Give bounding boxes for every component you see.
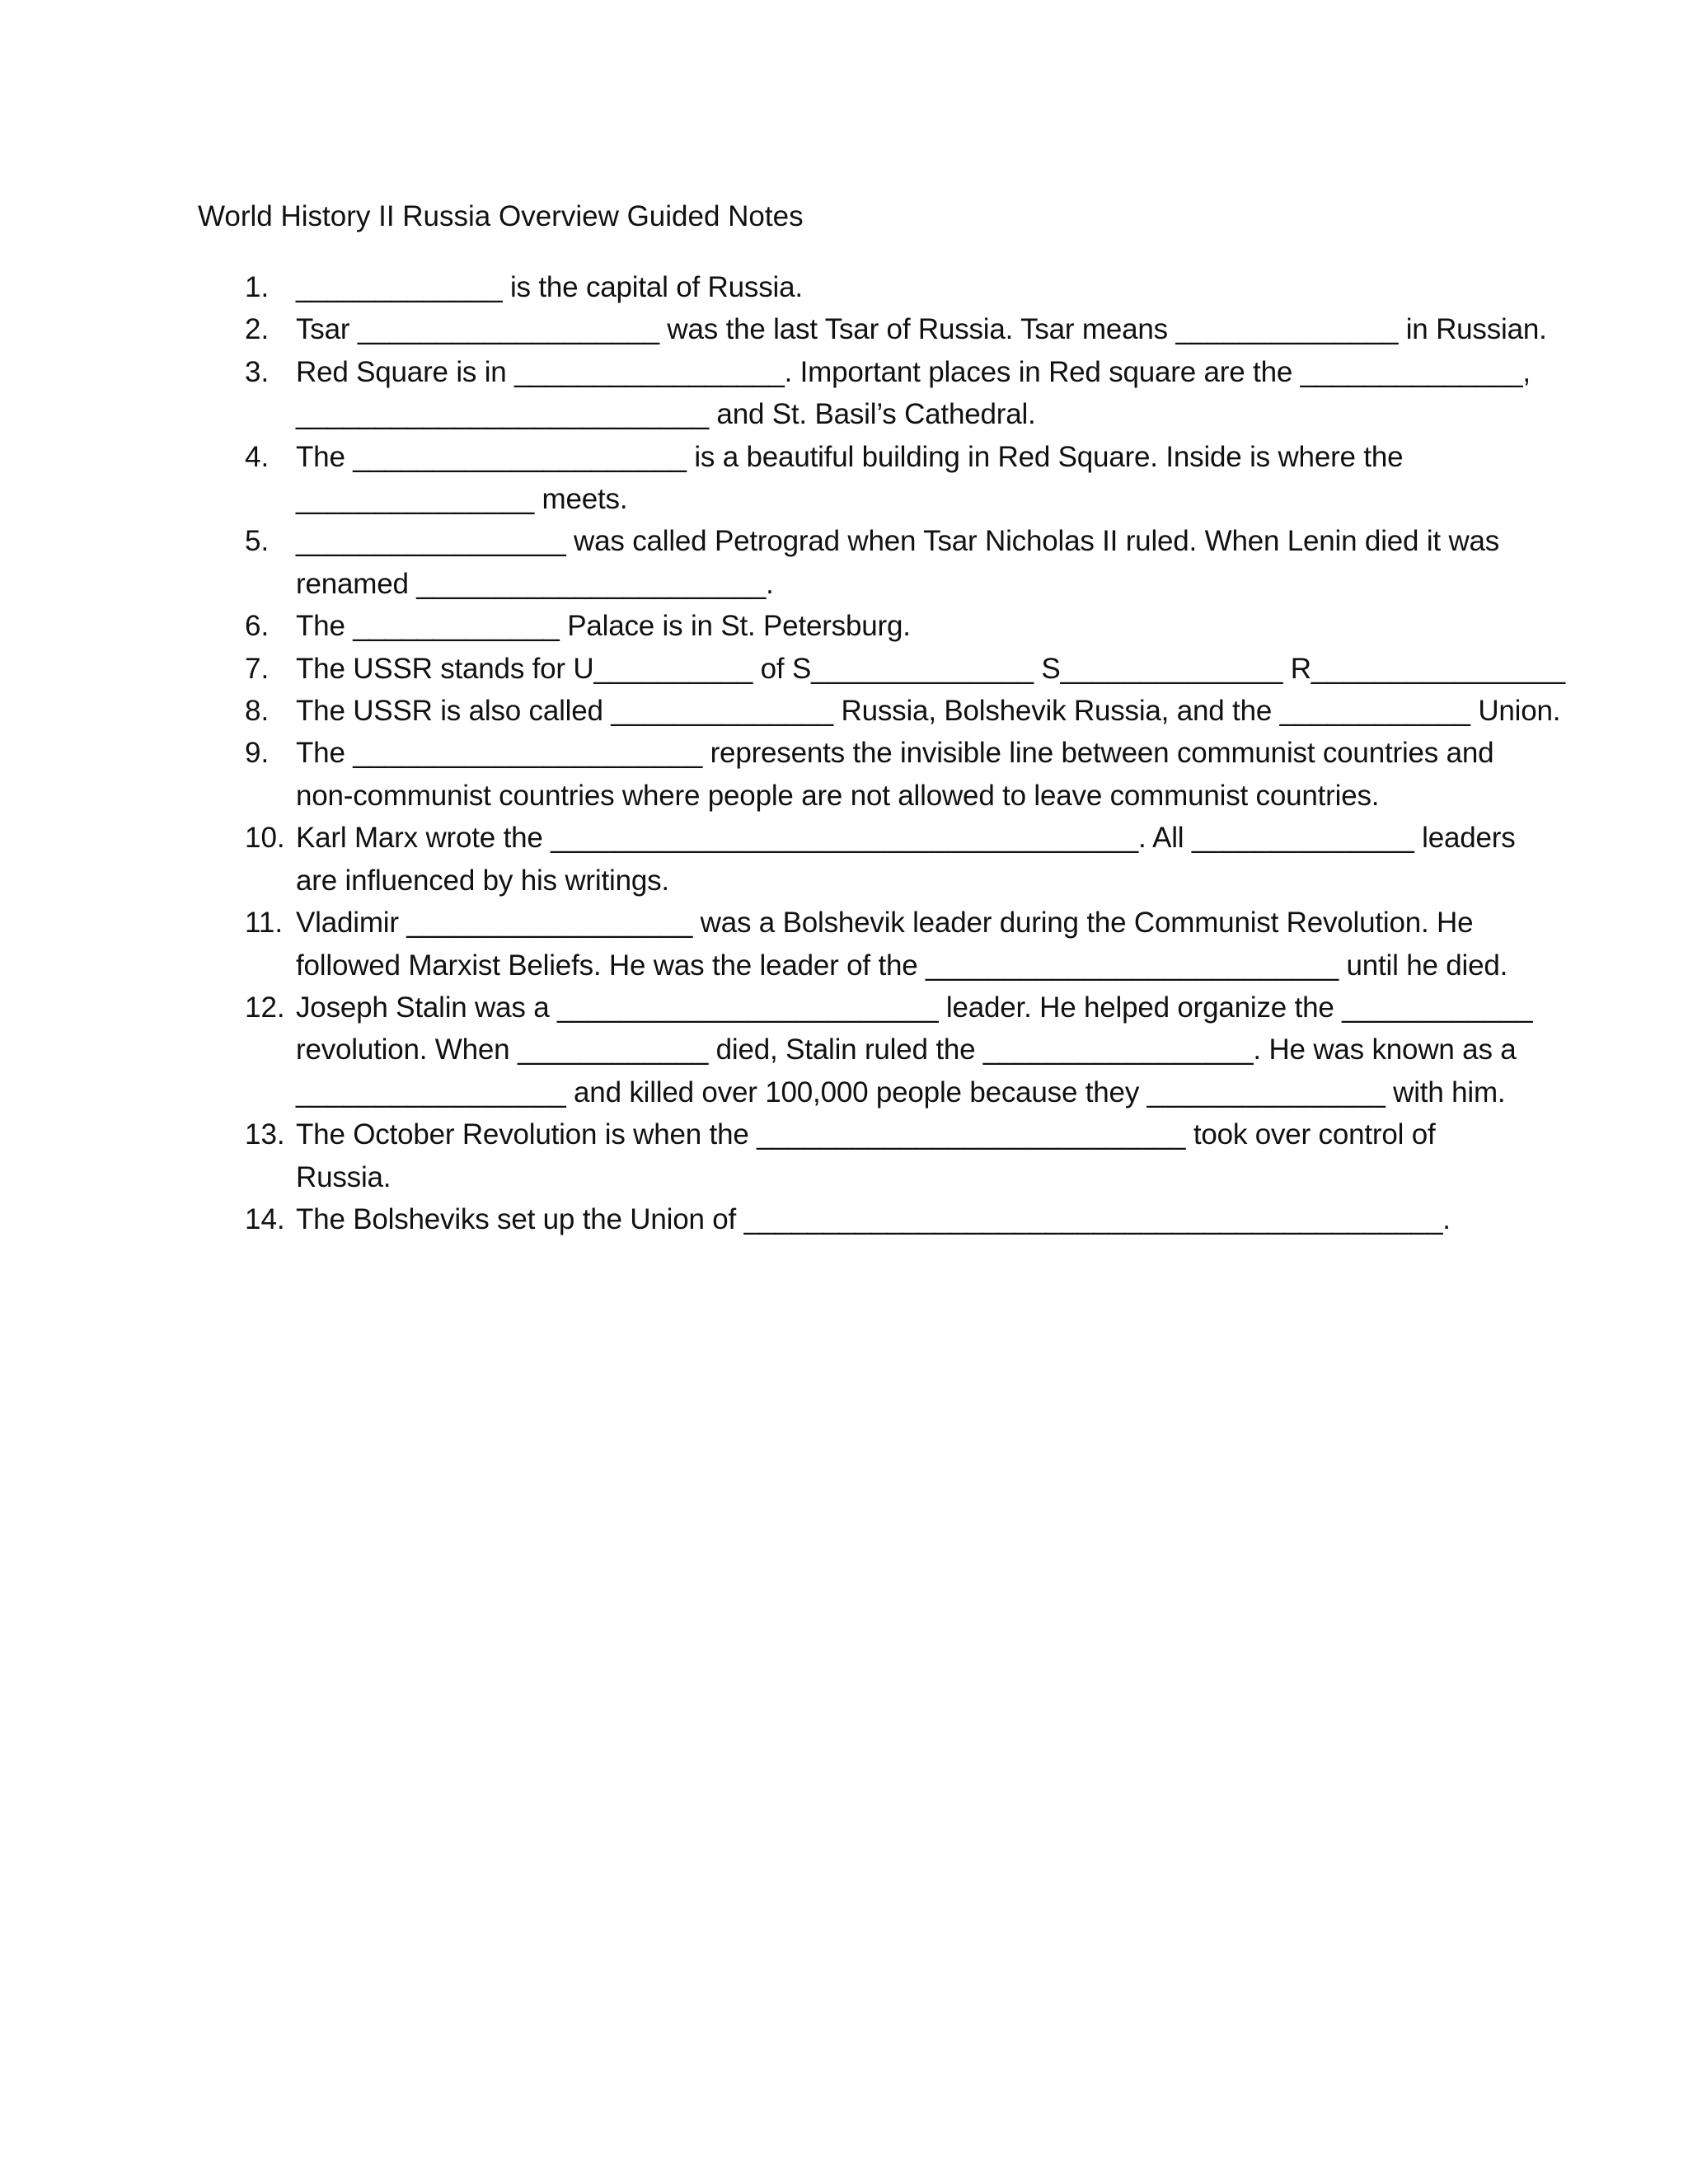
- note-item: [0, 690, 1688, 732]
- note-item: [0, 520, 1688, 605]
- note-text-line: Vladimir __________________ was a Bolshevik leader during the Communist Revolution. He: [296, 907, 1474, 940]
- note-text-line: The _____________ Palace is in St. Petersburg.: [296, 610, 911, 643]
- note-item: [0, 1198, 1688, 1240]
- note-text-line: revolution. When ____________ died, Stalin ruled the _________________. He was known as a: [296, 1033, 1517, 1066]
- note-number: 12.: [245, 991, 285, 1024]
- note-item: [0, 987, 1688, 1113]
- note-item: [0, 817, 1688, 902]
- note-item: [0, 351, 1688, 436]
- note-text-line: __________________________ and St. Basil’s Cathedral.: [296, 398, 1036, 431]
- note-number: 1.: [245, 271, 270, 303]
- note-number: 8.: [245, 695, 270, 728]
- note-text-line: renamed ______________________.: [296, 567, 774, 600]
- note-item: [0, 732, 1688, 817]
- guided-notes-list: [0, 266, 1688, 1240]
- note-number: 13.: [245, 1118, 285, 1151]
- note-number: 11.: [245, 907, 284, 940]
- document-title: World History II Russia Overview Guided Notes: [198, 200, 804, 232]
- note-text-line: _____________ is the capital of Russia.: [296, 271, 803, 303]
- note-text-line: Joseph Stalin was a ________________________ leader. He helped organize the ____________: [296, 991, 1533, 1024]
- note-text-line: The USSR stands for U__________ of S______________ S______________ R________________: [296, 652, 1566, 685]
- note-text-line: Karl Marx wrote the _____________________________________. All ______________ leaders: [296, 822, 1516, 855]
- note-item: [0, 902, 1688, 987]
- note-number: 14.: [245, 1202, 285, 1235]
- note-number: 7.: [245, 652, 270, 685]
- note-item: [0, 308, 1688, 350]
- note-text-line: Tsar ___________________ was the last Tsar of Russia. Tsar means ______________ in Russian.: [296, 313, 1547, 346]
- note-item: [0, 436, 1688, 521]
- note-text-line: non-communist countries where people are not allowed to leave communist countries.: [296, 779, 1380, 812]
- note-item: [0, 605, 1688, 647]
- note-text-line: _________________ and killed over 100,000 people because they _______________ with him.: [296, 1076, 1506, 1108]
- note-item: [0, 648, 1688, 690]
- note-text-line: _______________ meets.: [296, 483, 628, 516]
- note-text-line: The USSR is also called ______________ Russia, Bolshevik Russia, and the ____________ Union.: [296, 695, 1561, 728]
- note-number: 5.: [245, 525, 270, 558]
- note-number: 2.: [245, 313, 270, 346]
- note-number: 6.: [245, 610, 270, 643]
- note-text-line: The _____________________ is a beautiful building in Red Square. Inside is where the: [296, 440, 1404, 473]
- note-item: [0, 1113, 1688, 1198]
- note-text-line: are influenced by his writings.: [296, 864, 669, 897]
- note-text-line: Red Square is in _________________. Important places in Red square are the ______________,: [296, 355, 1531, 388]
- note-item: [0, 266, 1688, 308]
- note-number: 3.: [245, 355, 270, 388]
- note-text-line: The ______________________ represents the invisible line between communist countries and: [296, 737, 1494, 770]
- note-text-line: The October Revolution is when the ___________________________ took over control of: [296, 1118, 1436, 1151]
- note-number: 10.: [245, 822, 285, 855]
- note-text-line: _________________ was called Petrograd when Tsar Nicholas II ruled. When Lenin died it was: [296, 525, 1500, 558]
- note-text-line: The Bolsheviks set up the Union of ____________________________________________.: [296, 1202, 1451, 1235]
- note-text-line: followed Marxist Beliefs. He was the leader of the __________________________ until he died.: [296, 949, 1508, 982]
- note-text-line: Russia.: [296, 1160, 392, 1193]
- note-number: 9.: [245, 737, 270, 770]
- note-number: 4.: [245, 440, 270, 473]
